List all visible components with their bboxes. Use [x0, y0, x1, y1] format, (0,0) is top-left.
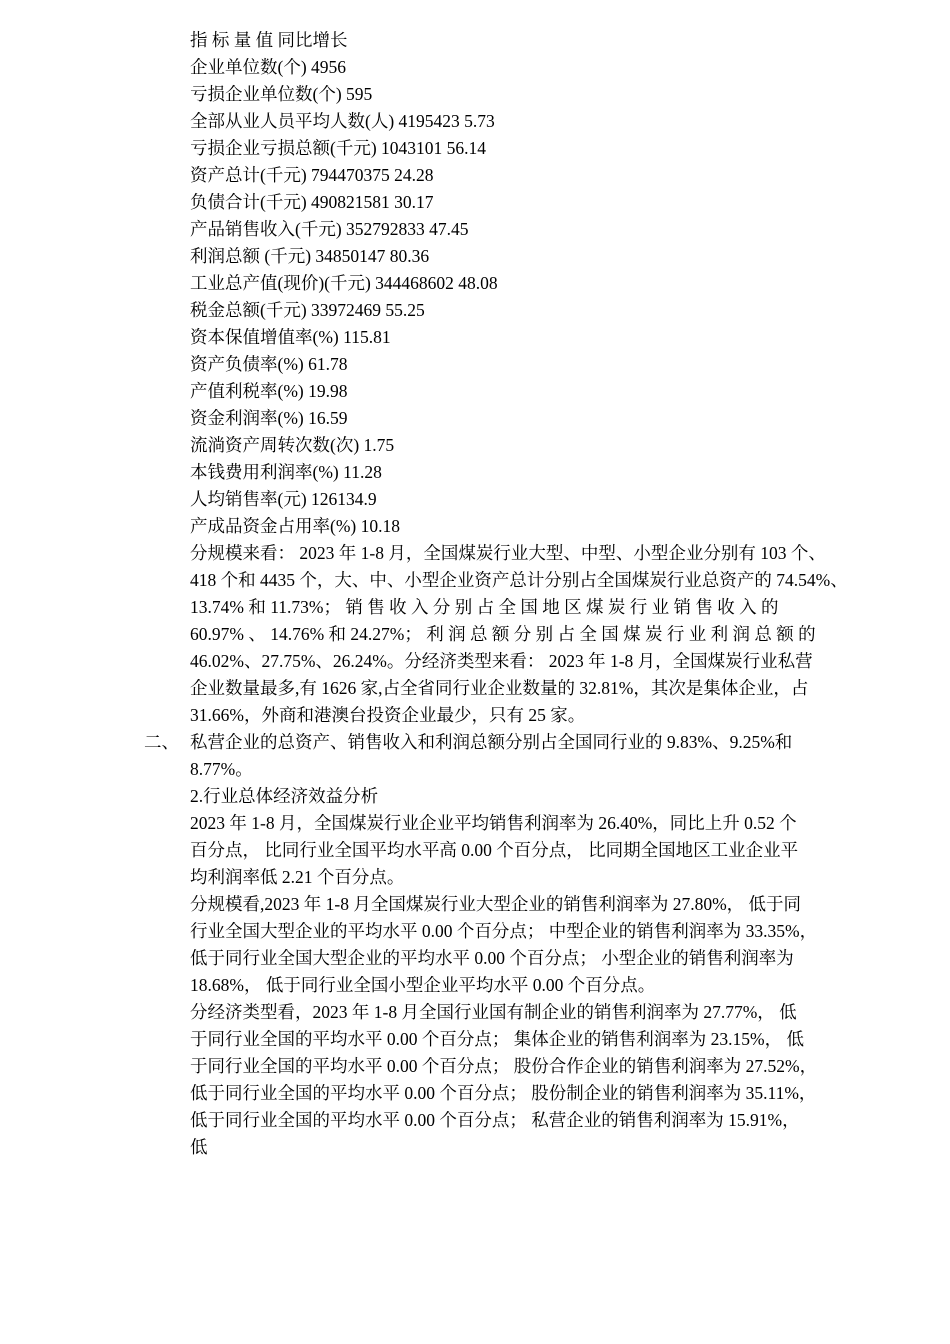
- section-heading: 2.行业总体经济效益分析: [190, 786, 379, 806]
- document-body: [144, 27, 876, 1161]
- list-item-line: 8.77%。: [190, 759, 253, 779]
- scale-paragraph-line: 企业数量最多,有 1626 家,占全省同行业企业数量的 32.81%，其次是集体企业，占: [190, 678, 809, 698]
- table-row: 流淌资产周转次数(次) 1.75: [190, 435, 395, 455]
- scale-paragraph-line: 分规模来看： 2023 年 1-8 月，全国煤炭行业大型、中型、小型企业分别有 103 个、: [190, 543, 826, 563]
- type-paragraph-line: 于同行业全国的平均水平 0.00 个百分点； 股份合作企业的销售利润率为 27.52%，: [190, 1056, 818, 1076]
- type-paragraph-line: 分经济类型看，2023 年 1-8 月全国行业国有制企业的销售利润率为 27.77%， 低: [190, 1002, 797, 1022]
- table-row: 产值利税率(%) 19.98: [190, 381, 348, 401]
- table-row: 人均销售率(元) 126134.9: [190, 489, 377, 509]
- list-marker: 二、: [144, 732, 179, 752]
- scale-paragraph-line: 13.74% 和 11.73%； 销 售 收 入 分 别 占 全 国 地 区 煤 炭 行 业 销 售 收 入 的: [190, 597, 779, 617]
- scale-paragraph-line: 46.02%、27.75%、26.24%。分经济类型来看： 2023 年 1-8 月，全国煤炭行业私营: [190, 651, 813, 671]
- table-row: 利润总额 (千元) 34850147 80.36: [190, 246, 430, 266]
- table-row: 资本保值增值率(%) 115.81: [190, 327, 391, 347]
- table-row: 负债合计(千元) 490821581 30.17: [190, 192, 434, 212]
- table-row: 资金利润率(%) 16.59: [190, 408, 348, 428]
- table-row: 全部从业人员平均人数(人) 4195423 5.73: [190, 111, 495, 131]
- table-row: 企业单位数(个) 4956: [190, 57, 347, 77]
- table-header: 指 标 量 值 同比增长: [190, 30, 348, 50]
- table-row: 工业总产值(现价)(千元) 344468602 48.08: [190, 273, 498, 293]
- table-row: 产品销售收入(千元) 352792833 47.45: [190, 219, 469, 239]
- scale-paragraph-line: 60.97% 、 14.76% 和 24.27%； 利 润 总 额 分 别 占 全 国 煤 炭 行 业 利 润 总 额 的: [190, 624, 816, 644]
- overall-paragraph-line: 均利润率低 2.21 个百分点。: [190, 867, 405, 887]
- size-paragraph-line: 分规模看,2023 年 1-8 月全国煤炭行业大型企业的销售利润率为 27.80%， 低于同: [190, 894, 802, 914]
- type-paragraph-line: 低于同行业全国的平均水平 0.00 个百分点； 股份制企业的销售利润率为 35.11%，: [190, 1083, 817, 1103]
- overall-paragraph-line: 百分点， 比同行业全国平均水平高 0.00 个百分点， 比同期全国地区工业企业平: [190, 840, 799, 860]
- type-paragraph-line: 于同行业全国的平均水平 0.00 个百分点； 集体企业的销售利润率为 23.15%， 低: [190, 1029, 804, 1049]
- table-row: 亏损企业单位数(个) 595: [190, 84, 373, 104]
- table-row: 税金总额(千元) 33972469 55.25: [190, 300, 425, 320]
- table-row: 资产负债率(%) 61.78: [190, 354, 348, 374]
- size-paragraph-line: 低于同行业全国大型企业的平均水平 0.00 个百分点； 小型企业的销售利润率为: [190, 948, 794, 968]
- size-paragraph-line: 18.68%， 低于同行业全国小型企业平均水平 0.00 个百分点。: [190, 975, 656, 995]
- table-row: 产成品资金占用率(%) 10.18: [190, 516, 400, 536]
- table-row: 本钱费用利润率(%) 11.28: [190, 462, 382, 482]
- table-row: 资产总计(千元) 794470375 24.28: [190, 165, 434, 185]
- table-row: 亏损企业亏损总额(千元) 1043101 56.14: [190, 138, 487, 158]
- scale-paragraph-line: 418 个和 4435 个，大、中、小型企业资产总计分别占全国煤炭行业总资产的 74.54%、: [190, 570, 848, 590]
- type-paragraph-line: 低于同行业全国的平均水平 0.00 个百分点； 私营企业的销售利润率为 15.91%，: [190, 1110, 800, 1130]
- list-item-line: 私营企业的总资产、销售收入和利润总额分别占全国同行业的 9.83%、9.25%和: [190, 732, 793, 752]
- list-item-two: [144, 729, 876, 783]
- overall-paragraph-line: 2023 年 1-8 月，全国煤炭行业企业平均销售利润率为 26.40%，同比上升 0.52 个: [190, 813, 797, 833]
- scale-paragraph-line: 31.66%，外商和港澳台投资企业最少，只有 25 家。: [190, 705, 586, 725]
- type-paragraph-line: 低: [190, 1137, 208, 1157]
- size-paragraph-line: 行业全国大型企业的平均水平 0.00 个百分点； 中型企业的销售利润率为 33.35%，: [190, 921, 818, 941]
